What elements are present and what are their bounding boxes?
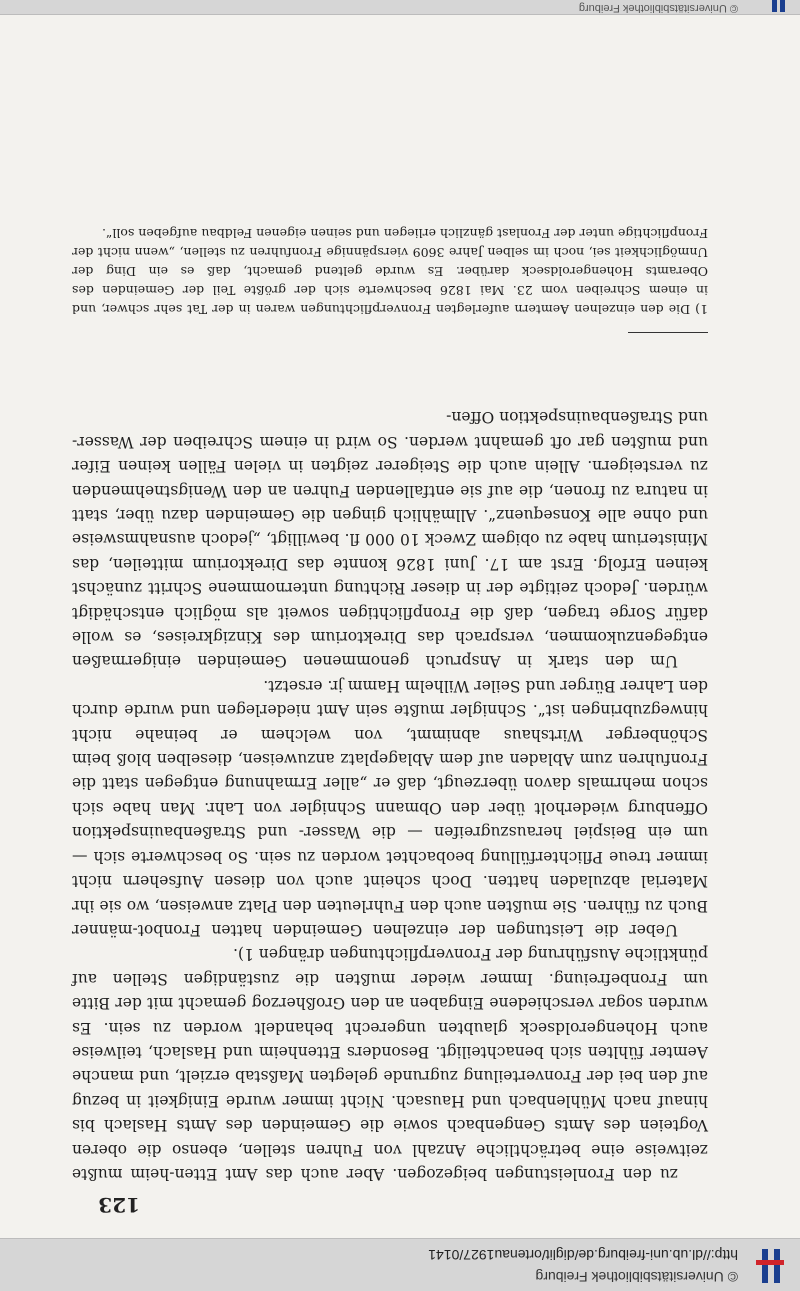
- library-copyright: © Universitätsbibliothek Freiburg: [535, 1269, 738, 1285]
- paragraph: Ueber die Leistungen der einzelnen Gemeinden hatten Fronbot-männer Buch zu führen. Sie mußten auch den Fuhrleuten den Platz anweisen, wo sie ihr Material abzuladen hatten. Doch scheint auch von diesen Aufsehern nicht immer treue Pflichterfüllung beobachtet worden zu sein. So beschwerte sich — um ein Beispiel herauszugreifen — die Wasser- und Straßenbauinspektion Offenburg wiederholt über den Obmann Schnigler von Lahr. Man habe sich schon mehrmals davon überzeugt, daß er „aller Ermahnung entgegen statt die Fronfuhren zum Abladen auf dem Ablageplatz anzuweisen, dieselben bloß beim Schönberger Wirtshaus abnimmt, von welchem er beinahe nicht hinwegzubringen ist“. Schnigler mußte sein Amt niederlegen und wurde durch den Lahrer Bürger und Seiler Wilhelm Hamm jr. ersetzt.: [72, 676, 708, 939]
- page-url-link[interactable]: http://dl.ub.uni-freiburg.de/diglit/ortenau1927/0141: [428, 1247, 738, 1263]
- paragraph: Um den stark in Anspruch genommenen Gemeinden einigermaßen entgegenzukommen, versprach das Direktorium des Kinzigkreises, es wolle dafür Sorge tragen, daß die Fronpflichtigen soweit als möglich entschädigt würden. Jedoch zeitigte der in dieser Richtung unternommene Schritt zunächst keinen Erfolg. Erst am 17. Juni 1826 konnte das Direktorium mitteilen, das Ministerium habe zu obigem Zweck 10 000 fl. bewilligt, „jedoch ausnahmsweise und ohne alle Konsequenz“. Allmählich gingen die Gemeinden dazu über, statt in natura zu fronen, die auf sie entfallenden Fuhren an den Wenigstnehmenden zu versteigern. Allein auch die Steigerer zeigten in vielen Fällen keinen Eifer und mußten gar oft gemahnt werden. So wird in einem Schreiben der Wasser- und Straßenbauinspektion Offen-: [72, 408, 708, 671]
- page-number: 123: [98, 1193, 140, 1217]
- university-logo-icon: [752, 1247, 788, 1283]
- main-text: [72, 405, 708, 1186]
- footnote-divider: [628, 332, 708, 333]
- paragraph: zu den Fronleistungen beigezogen. Aber auch das Amt Etten-heim mußte zeitweise eine beträchtliche Anzahl von Fuhren stellen, ebenso die oberen Vogteien des Amts Gengenbach sowie die Gemeinden des Amts Haslach bis hinauf nach Mühlenbach und Hausach. Nicht immer wurde Einigkeit in bezug auf den bei der Fronverteilung zugrunde gelegten Maßstab erzielt, und manche Aemter fühlten sich benachteiligt. Besonders Ettenheim und Haslach, teilweise auch Hohengeroldseck glaubten ungerecht behandelt worden zu sein. Es wurden sogar verschiedene Eingaben an den Großherzog gemacht mit der Bitte um Fronbefreiung. Immer wieder mußten die zuständigen Stellen auf pünktliche Ausführung der Fronverpflichtungen drängen 1).: [72, 945, 708, 1183]
- viewer-footer: [0, 0, 800, 15]
- footnote: 1) Die den einzelnen Aemtern auferlegten Fronverpflichtungen waren in der Tat sehr schwer, und in einem Schreiben vom 23. Mai 1826 beschwerte sich der größte Teil der Gemeinden des Oberamts Hohengeroldseck darüber. Es wurde geltend gemacht, daß es ein Ding der Unmöglichkeit sei, noch im selben Jahre 3609 vierspännige Fronfuhren zu stellen, „wenn nicht der Fronpflichtige unter der Fronlast gänzlich erliegen und seinen eigenen Feldbau aufgeben soll“.: [72, 226, 708, 317]
- viewer-header: [0, 1238, 800, 1291]
- footer-logo-icon: [768, 0, 788, 14]
- footer-library-copyright: © Universitätsbibliothek Freiburg: [578, 2, 738, 14]
